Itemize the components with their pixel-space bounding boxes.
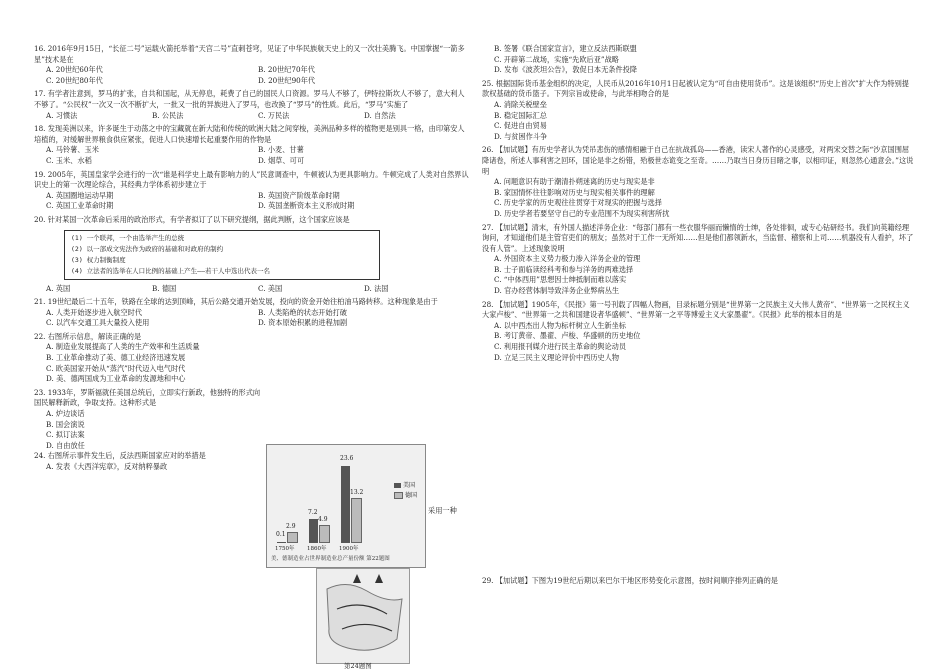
- chart-fig-label: 第22题图: [366, 556, 390, 563]
- q22-option-b[interactable]: B. 工业革命推动了美、德工业经济迅速发展: [46, 353, 186, 363]
- q17-stem: 17. 有学者注意到，罗马的扩张，自共和国起，从无停息，耗费了自己的国民人口资源。罗马人不够了，伊特拉斯坎人不够了，意大利人不够了。“公民权”一次又一次不断扩大，一批又一批的异族进入了罗马，也改换了“罗马”的性质。此后，“罗马”实施了: [34, 89, 465, 109]
- chart-data-label: 23.6: [340, 455, 354, 462]
- q20-outline-item: (4) 立法者的选举在人口比例的基础上产生——若干人中选出代表一名: [71, 266, 270, 275]
- q17-option-a[interactable]: A. 习惯法: [46, 110, 78, 120]
- q18-option-a[interactable]: A. 马铃薯、玉米: [46, 145, 99, 155]
- q16-options: [34, 65, 470, 86]
- q18-option-d[interactable]: D. 烟草、可可: [258, 155, 305, 165]
- q18-options: [34, 145, 470, 166]
- q18-stem: 18. 发现美洲以来，许多诞生于动荡之中的宝藏就在新大陆和传统的欧洲大陆之间穿梭，美洲品种多样的植物更是别具一格，由印第安人培植的，对缓解世界粮食供应紧张，促进人口快速增长起重要作用的作物是: [34, 124, 465, 144]
- q21-option-d[interactable]: D. 资本原始积累的进程加剧: [258, 318, 348, 328]
- q20-stem: 20. 针对某国一次革命后采用的政治形式，有学者拟订了以下研究提纲，据此判断，这个国家应该是: [34, 214, 350, 224]
- q22-option-d[interactable]: D. 美、德两国成为工业革命的发源地和中心: [46, 374, 186, 384]
- q25-option-d[interactable]: D. 与贫困作斗争: [494, 131, 548, 141]
- q17-options: [34, 111, 470, 122]
- q26-option-d[interactable]: D. 历史学者若要坚守自己的专业范围不为现实利害所扰: [494, 208, 670, 218]
- chart-bar-de: [319, 525, 330, 543]
- q21-options: [34, 308, 470, 329]
- q16-option-c[interactable]: C. 20世纪80年代: [46, 75, 103, 85]
- chart-x-tick-label: 1750年: [275, 546, 295, 553]
- q26-option-c[interactable]: C. 历史学家的历史观往往贯穿于对现实的把握与选择: [494, 198, 662, 208]
- q23-option-c[interactable]: C. 拟订法案: [46, 430, 85, 440]
- q16-option-b[interactable]: B. 20世纪70年代: [258, 65, 315, 75]
- plane-icon: [353, 574, 361, 583]
- q24-option-b[interactable]: B. 签署《联合国家宣言》，建立反法西斯联盟: [494, 44, 637, 53]
- q22-option-a[interactable]: A. 制造业发展提高了人类的生产效率和生活质量: [46, 342, 200, 352]
- q26-option-b[interactable]: B. 家国情怀往往影响对历史与现实相关事件的理解: [494, 187, 655, 197]
- q25-option-a[interactable]: A. 消除关税壁垒: [494, 99, 547, 109]
- q29-stem: 29. 【加试题】下图为19世纪后期以来巴尔干地区形势变化示意图，按时间顺序排列正确的是: [482, 576, 778, 585]
- q20-option-d[interactable]: D. 法国: [364, 283, 389, 293]
- chart-data-label: 13.2: [350, 489, 364, 497]
- legend-item-us: [394, 481, 417, 491]
- q25-option-b[interactable]: B. 稳定国际汇总: [494, 110, 547, 120]
- q22-bar-chart: [266, 444, 426, 568]
- q21-option-b[interactable]: B. 人类陷绝的状态开始打破: [258, 307, 347, 317]
- map-drawing: [317, 569, 409, 663]
- q23-trailing-text: 采用一种: [428, 506, 457, 515]
- q16-option-d[interactable]: D. 20世纪90年代: [258, 75, 316, 85]
- map-land-shape: [327, 584, 402, 650]
- chart-data-label: 4.9: [318, 516, 328, 524]
- q18-option-c[interactable]: C. 玉米、水稻: [46, 155, 92, 165]
- q23-stem: 23. 1933年，罗斯福就任美国总统后，立即实行新政，他独特的形式向国民解释新政，争取支持。这种形式是: [34, 387, 261, 408]
- q19-options: [34, 191, 470, 212]
- q28-stem: 28. 【加试题】1905年，《民报》第一号刊载了四幅人物画，目录标题分别是“世界第一之民族主义大伟人黄帝”、“世界第一之民权主义大家卢梭”、“世界第一之共和国建设者华盛顿”、“世界第一之平等博爱主义大家墨翟”。《民报》此举的根本目的是: [482, 299, 910, 320]
- q28-option-a[interactable]: A. 以中西杰出人物为标杆树立人生新坐标: [494, 320, 626, 330]
- q24-map: [316, 568, 410, 664]
- q28-option-c[interactable]: C. 利用报刊媒介进行民主革命的舆论动员: [494, 342, 627, 352]
- right-column: [482, 44, 914, 363]
- q25-option-c[interactable]: C. 促进自由贸易: [494, 121, 547, 131]
- q25-stem: 25. 根据国际货币基金组织的决定，人民币从2016年10月1日起被认定为“可自由使用货币”。这是该组织“历史上首次”扩大作为特别提款权基础的货币篮子。下列宗旨或使命，与此举相吻合的是: [482, 78, 909, 99]
- q20-option-c[interactable]: C. 美国: [258, 283, 283, 293]
- chart-bar-us: [341, 466, 350, 543]
- q23-option-a[interactable]: A. 炉边谈话: [46, 409, 85, 419]
- chart-bar-de: [287, 532, 298, 544]
- q17-option-b[interactable]: B. 公民法: [152, 110, 184, 120]
- q21-stem: 21. 19世纪最后二十五年，铁路在全球的达到顶峰，其后公路交通开始发展，投向的资金开始往柏油马路转移。这种现象是由于: [34, 297, 438, 307]
- q23-option-b[interactable]: B. 国会演说: [46, 419, 85, 429]
- q19-stem: 19. 2005年，英国皇家学会进行的一次“谁是科学史上最有影响力的人”民意调查中，牛顿被认为更具影响力。牛顿完成了人类对自然界认识史上的第一次理论综合，其经典力学体系初步建立于: [34, 169, 469, 190]
- q24-option-d[interactable]: D. 发布《波茨坦公告》，敦促日本无条件投降: [494, 65, 638, 75]
- q27-option-d[interactable]: D. 官办经营体制导致洋务企业弊病丛生: [494, 286, 620, 296]
- q22-stem: 22. 右图所示信息，解读正确的是: [34, 331, 142, 341]
- q19-option-c[interactable]: C. 英国工业革命时期: [46, 201, 114, 211]
- q24-option-c[interactable]: C. 开辟第二战场，实施“先欧后亚”战略: [494, 54, 619, 64]
- plane-icon: [375, 574, 383, 583]
- chart-bar-de: [351, 498, 362, 543]
- legend-de-label: 德国: [404, 492, 417, 499]
- chart-data-label: 0.1: [276, 531, 286, 539]
- q20-outline-item: (1) 一个联邦，一个由选举产生的总统: [71, 233, 185, 242]
- q20-outline-item: (3) 权力制衡制度: [71, 255, 126, 264]
- q22-option-c[interactable]: C. 欧美国家开始从“蒸汽”时代迈入电气时代: [46, 363, 186, 373]
- q24-option-a[interactable]: A. 发表《大西洋宪章》，反对纳粹暴政: [46, 462, 168, 471]
- q22-block: [34, 332, 266, 473]
- q20-option-b[interactable]: B. 德国: [152, 283, 177, 293]
- q27-stem: 27. 【加试题】清末，有外国人描述洋务企业：“每部门都有一些衣服华丽而懒惰的士绅，各处徘徊，或专心钻研经书。我们向英籍经理询问，才知道他们是主管官吏们的朋友；虽然对于工作一无所知……但是他们都领新水，当监督、稽察和上司……机器没有人看护，坏了没有人管”。上述现象说明: [482, 222, 914, 253]
- q16-stem: 16. 2016年9月15日，“长征二号”运载火箭托举着“天宫二号”直刺苍穹，见证了中华民族航天史上的又一次壮美腾飞。中国掌握“一箭多星”技术是在: [34, 44, 465, 64]
- q27-option-a[interactable]: A. 外国资本主义势力极力渗入洋务企业的管理: [494, 254, 641, 264]
- left-column: [34, 44, 470, 473]
- q17-option-c[interactable]: C. 万民法: [258, 110, 290, 120]
- q20-option-a[interactable]: A. 英国: [46, 283, 71, 293]
- chart-caption: [271, 554, 390, 565]
- q27-option-c[interactable]: C. “中体西用”思想因士绅抵制而难以落实: [494, 275, 627, 285]
- q20-options: [34, 284, 470, 295]
- chart-legend: [394, 481, 417, 501]
- q21-option-c[interactable]: C. 以汽车交通工具大量投入使用: [46, 318, 150, 328]
- q27-option-b[interactable]: B. 士子面临读经科考和参与洋务的两难选择: [494, 264, 634, 274]
- q17-option-d[interactable]: D. 自然法: [364, 110, 396, 120]
- q20-outline-item: (2) 以一部成文宪法作为政府的基础和对政府的制约: [71, 244, 224, 253]
- q26-option-a[interactable]: A. 问题意识有助于潮清扑朔迷离的历史与现实是非: [494, 177, 655, 187]
- chart-data-label: 7.2: [308, 508, 318, 516]
- chart-bar-us: [277, 542, 286, 543]
- legend-us-label: 美国: [402, 482, 415, 489]
- q20-outline-box: [64, 230, 380, 280]
- q21-option-a[interactable]: A. 人类开始逐步进入航空时代: [46, 307, 143, 317]
- legend-item-de: [394, 491, 417, 501]
- q26-stem: 26. 【加试题】有历史学者认为凭吊悲伤的感情相融于自己在抗战孤岛——香港，读宋人著作的心灵感受，对两宋交替之际“沙京国围屈降诸卷，所述人事利害之回环，国论是非之纷错，殆极世态诡变之至奇。……乃取当日身历目睹之事，以相印证，则忽然心通意会。”这说明: [482, 145, 914, 176]
- q18-option-b[interactable]: B. 小麦、甘薯: [258, 145, 304, 155]
- q19-option-d[interactable]: D. 英国垄断资本主义形成时期: [258, 201, 355, 211]
- chart-x-tick-label: 1900年: [339, 546, 359, 553]
- q19-option-b[interactable]: B. 英国资产阶级革命时期: [258, 190, 340, 200]
- q19-option-a[interactable]: A. 英国圈地运动早期: [46, 190, 114, 200]
- q28-option-b[interactable]: B. 考订黄帝、墨翟、卢梭、华盛顿的历史地位: [494, 331, 641, 341]
- q24-map-caption: 第24题图: [344, 662, 372, 670]
- chart-bar-us: [309, 519, 318, 543]
- chart-x-tick-label: 1860年: [307, 546, 327, 553]
- chart-title: 美、德制造业占世界制造业总产量份额: [271, 556, 365, 563]
- q16-option-a[interactable]: A. 20世纪60年代: [46, 65, 103, 75]
- q28-option-d[interactable]: D. 立足三民主义理论评价中西历史人物: [494, 352, 620, 362]
- q23-option-d[interactable]: D. 自由放任: [46, 440, 85, 450]
- chart-data-label: 2.9: [286, 522, 296, 530]
- q24-stem: 24. 右图所示事件发生后，反法西斯国家应对的举措是: [34, 451, 206, 461]
